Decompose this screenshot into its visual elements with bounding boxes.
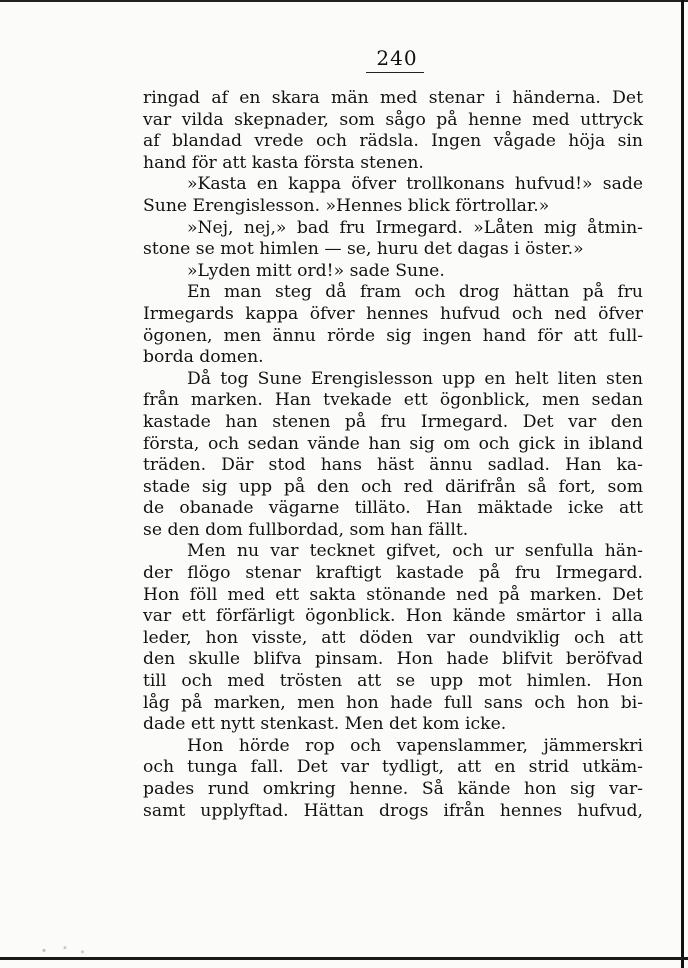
text-line: af blandad vrede och rädsla. Ingen vågade höja sin bbox=[143, 131, 643, 152]
page-number: 240 bbox=[376, 46, 418, 70]
scan-speckle bbox=[30, 942, 100, 956]
text-line: var vilda skepnader, som sågo på henne med uttryck bbox=[143, 109, 643, 130]
text-line: stone se mot himlen — se, huru det dagas i öster.» bbox=[143, 239, 584, 260]
text-line: till och med trösten att se upp mot himlen. Hon bbox=[143, 671, 643, 692]
text-line: var ett förfärligt ögonblick. Hon kände smärtor i alla bbox=[143, 606, 643, 627]
text-line: ringad af en skara män med stenar i händerna. Det bbox=[143, 88, 643, 108]
text-line: Då tog Sune Erengislesson upp en helt liten sten bbox=[187, 368, 643, 389]
text-line: Sune Erengislesson. »Hennes blick förtrollar.» bbox=[143, 195, 550, 216]
page-top-edge bbox=[0, 0, 688, 2]
text-line: »Kasta en kappa öfver trollkonans hufvud!» sade bbox=[187, 174, 643, 195]
text-line: Hon hörde rop och vapenslammer, jämmerskri bbox=[187, 735, 643, 756]
text-line: hand för att kasta första stenen. bbox=[143, 152, 424, 173]
text-line: samt upplyftad. Hättan drogs ifrån hennes hufvud, bbox=[143, 800, 643, 821]
body-text bbox=[143, 88, 643, 822]
text-line: Hon föll med ett sakta stönande ned på marken. Det bbox=[143, 584, 643, 605]
text-line: En man steg då fram och drog hättan på fru bbox=[187, 282, 643, 303]
text-line: och tunga fall. Det var tydligt, att en strid utkäm- bbox=[143, 757, 643, 778]
text-line: stade sig upp på den och red därifrån så fort, som bbox=[143, 476, 643, 497]
text-line: Irmegards kappa öfver hennes hufvud och ned öfver bbox=[143, 303, 643, 324]
text-line: leder, hon visste, att döden var oundviklig och att bbox=[143, 627, 643, 648]
text-line: dade ett nytt stenkast. Men det kom icke. bbox=[143, 714, 507, 735]
text-line: Men nu var tecknet gifvet, och ur senfulla hän- bbox=[187, 541, 643, 562]
text-line: »Lyden mitt ord!» sade Sune. bbox=[187, 260, 445, 281]
text-line: »Nej, nej,» bad fru Irmegard. »Låten mig åtmin- bbox=[187, 217, 643, 238]
text-line: låg på marken, men hon hade full sans och hon bi- bbox=[143, 692, 643, 713]
page-number-rule bbox=[366, 72, 424, 73]
text-line: de obanade vägarne tilläto. Han mäktade icke att bbox=[143, 498, 643, 519]
text-line: se den dom fullbordad, som han fällt. bbox=[143, 519, 469, 540]
text-line: der flögo stenar kraftigt kastade på fru Irmegard. bbox=[143, 563, 643, 584]
page-bottom-edge bbox=[0, 957, 688, 960]
text-line: ögonen, men ännu rörde sig ingen hand för att full- bbox=[143, 325, 643, 346]
page-right-edge bbox=[681, 0, 684, 968]
text-line: borda domen. bbox=[143, 347, 264, 368]
text-line: första, och sedan vände han sig om och gick in ibland bbox=[143, 433, 643, 454]
text-line: kastade han stenen på fru Irmegard. Det var den bbox=[143, 411, 643, 432]
text-line: den skulle blifva pinsam. Hon hade blifvit beröfvad bbox=[143, 649, 643, 670]
text-line: från marken. Han tvekade ett ögonblick, men sedan bbox=[143, 390, 643, 411]
text-line: pades rund omkring henne. Så kände hon sig var- bbox=[143, 779, 643, 799]
text-line: träden. Där stod hans häst ännu sadlad. Han ka- bbox=[143, 455, 643, 476]
